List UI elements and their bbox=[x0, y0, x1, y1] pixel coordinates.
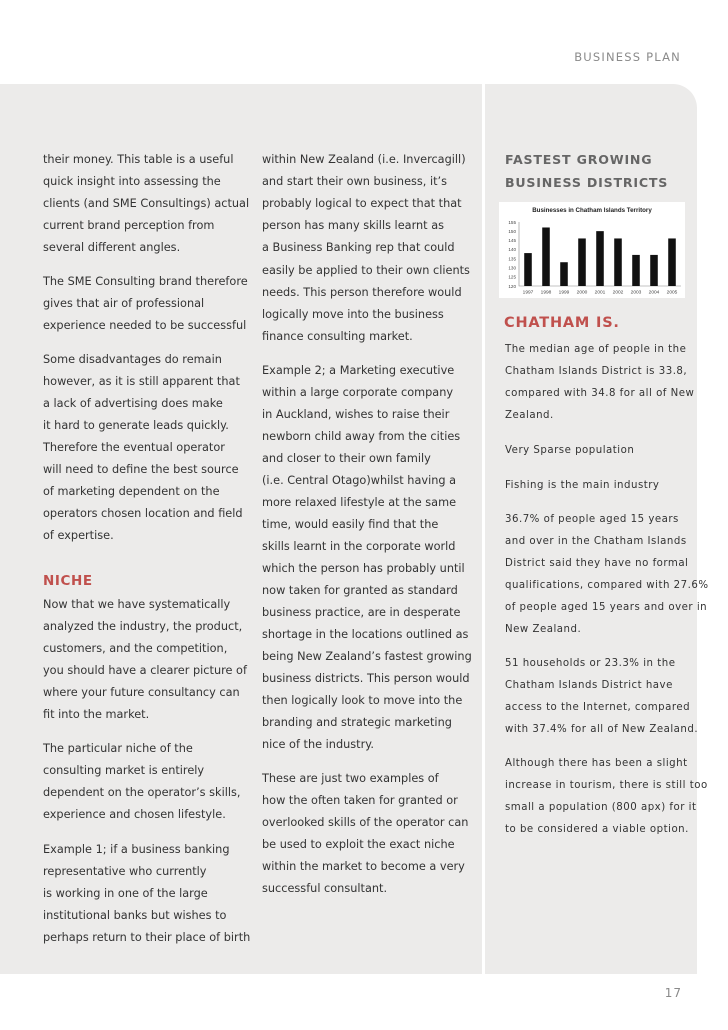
chart-bar bbox=[524, 253, 532, 286]
x-tick-label: 2005 bbox=[666, 290, 678, 296]
body-line: analyzed the industry, the product, bbox=[43, 620, 243, 633]
body-line: a lack of advertising does make bbox=[43, 397, 223, 410]
body-line: customers, and the competition, bbox=[43, 642, 228, 655]
chart-bar bbox=[542, 227, 550, 286]
body-line: more relaxed lifestyle at the same bbox=[262, 496, 457, 509]
y-tick-label: 155 bbox=[508, 219, 516, 225]
x-tick-label: 2003 bbox=[630, 290, 642, 296]
x-tick-label: 2000 bbox=[576, 290, 588, 296]
chart-bar bbox=[650, 255, 658, 286]
body-line: however, as it is still apparent that bbox=[43, 375, 240, 388]
body-line: person has many skills learnt as bbox=[262, 219, 445, 232]
body-line: These are just two examples of bbox=[262, 772, 439, 785]
sidebar-line: Chatham Islands District is 33.8, bbox=[505, 366, 688, 377]
body-line: time, would easily find that the bbox=[262, 518, 439, 531]
x-tick-label: 2004 bbox=[648, 290, 660, 296]
body-line: representative who currently bbox=[43, 865, 207, 878]
y-tick-label: 130 bbox=[508, 265, 516, 271]
body-line: nice of the industry. bbox=[262, 738, 374, 751]
body-line: several different angles. bbox=[43, 241, 181, 254]
sidebar-line: Very Sparse population bbox=[505, 445, 635, 456]
x-tick-label: 1997 bbox=[522, 290, 534, 296]
body-line: of expertise. bbox=[43, 529, 114, 542]
body-line: easily be applied to their own clients bbox=[262, 264, 470, 277]
body-line: institutional banks but wishes to bbox=[43, 909, 227, 922]
sidebar-heading-line: FASTEST GROWING bbox=[505, 152, 653, 167]
body-line: and start their own business, it’s bbox=[262, 175, 448, 188]
sidebar-line: and over in the Chatham Islands bbox=[505, 536, 687, 547]
body-line: dependent on the operator’s skills, bbox=[43, 786, 241, 799]
body-line: fit into the market. bbox=[43, 708, 150, 721]
chart-bar bbox=[632, 255, 640, 286]
body-line: being New Zealand’s fastest growing bbox=[262, 650, 472, 663]
body-line: logically move into the business bbox=[262, 308, 444, 321]
header-label: BUSINESS PLAN bbox=[574, 50, 681, 64]
body-line: Now that we have systematically bbox=[43, 598, 231, 611]
body-line: newborn child away from the cities bbox=[262, 430, 461, 443]
body-line: experience needed to be successful bbox=[43, 319, 247, 332]
x-tick-label: 2001 bbox=[594, 290, 606, 296]
sidebar-line: Fishing is the main industry bbox=[505, 480, 660, 491]
body-line: their money. This table is a useful bbox=[43, 153, 234, 166]
y-tick-label: 120 bbox=[508, 283, 516, 289]
sidebar-line: 51 households or 23.3% in the bbox=[505, 658, 676, 669]
x-tick-label: 2002 bbox=[612, 290, 624, 296]
body-line: probably logical to expect that that bbox=[262, 197, 462, 210]
y-tick-label: 135 bbox=[508, 256, 516, 262]
sidebar-line: of people aged 15 years and over in bbox=[505, 602, 708, 613]
bar-chart bbox=[499, 202, 685, 298]
body-line: and closer to their own family bbox=[262, 452, 431, 465]
sidebar-line: to be considered a viable option. bbox=[505, 824, 689, 835]
body-line: of marketing dependent on the bbox=[43, 485, 220, 498]
body-line: current brand perception from bbox=[43, 219, 215, 232]
body-line: Example 1; if a business banking bbox=[43, 843, 230, 856]
body-line: within New Zealand (i.e. Invercagill) bbox=[262, 153, 466, 166]
chart-bar bbox=[578, 238, 586, 286]
y-tick-label: 145 bbox=[508, 238, 516, 244]
body-line: a Business Banking rep that could bbox=[262, 241, 455, 254]
chart-bar bbox=[560, 262, 568, 286]
body-line: branding and strategic marketing bbox=[262, 716, 452, 729]
chart-title: Businesses in Chatham Islands Territory bbox=[532, 207, 652, 214]
chart-bar bbox=[668, 238, 676, 286]
body-line: consulting market is entirely bbox=[43, 764, 205, 777]
chart-container bbox=[499, 202, 685, 298]
body-line: where your future consultancy can bbox=[43, 686, 240, 699]
body-line: gives that air of professional bbox=[43, 297, 205, 310]
sidebar-line: Although there has been a slight bbox=[505, 758, 688, 769]
body-line: (i.e. Central Otago)whilst having a bbox=[262, 474, 457, 487]
sidebar-line: small a population (800 apx) for it bbox=[505, 802, 697, 813]
body-line: which the person has probably until bbox=[262, 562, 465, 575]
body-line: then logically look to move into the bbox=[262, 694, 463, 707]
sidebar-line: access to the Internet, compared bbox=[505, 702, 691, 713]
sidebar-line: 36.7% of people aged 15 years bbox=[505, 514, 679, 525]
chart-bar bbox=[596, 231, 604, 286]
x-tick-label: 1998 bbox=[540, 290, 552, 296]
body-line: The particular niche of the bbox=[43, 742, 193, 755]
body-line: how the often taken for granted or bbox=[262, 794, 458, 807]
sidebar-heading-line: BUSINESS DISTRICTS bbox=[505, 175, 669, 190]
y-tick-label: 140 bbox=[508, 247, 516, 253]
body-line: shortage in the locations outlined as bbox=[262, 628, 469, 641]
chatham-heading: CHATHAM IS. bbox=[504, 315, 620, 331]
body-line: quick insight into assessing the bbox=[43, 175, 221, 188]
body-line: overlooked skills of the operator can bbox=[262, 816, 469, 829]
body-line: successful consultant. bbox=[262, 882, 388, 895]
body-line: Example 2; a Marketing executive bbox=[262, 364, 455, 377]
sidebar-line: Zealand. bbox=[505, 410, 554, 421]
sidebar-line: qualifications, compared with 27.6% bbox=[505, 580, 709, 591]
body-line: business practice, are in desperate bbox=[262, 606, 461, 619]
body-line: operators chosen location and field bbox=[43, 507, 243, 520]
niche-heading: NICHE bbox=[43, 573, 93, 589]
body-line: Therefore the eventual operator bbox=[43, 441, 225, 454]
sidebar-line: compared with 34.8 for all of New bbox=[505, 388, 695, 399]
body-line: in Auckland, wishes to raise their bbox=[262, 408, 450, 421]
body-line: Some disadvantages do remain bbox=[43, 353, 222, 366]
sidebar-line: increase in tourism, there is still too bbox=[505, 780, 708, 791]
body-line: experience and chosen lifestyle. bbox=[43, 808, 226, 821]
sidebar-line: District said they have no formal bbox=[505, 558, 689, 569]
body-line: within a large corporate company bbox=[262, 386, 454, 399]
body-line: be used to exploit the exact niche bbox=[262, 838, 455, 851]
sidebar-line: New Zealand. bbox=[505, 624, 582, 635]
chart-bar bbox=[614, 238, 622, 286]
body-line: skills learnt in the corporate world bbox=[262, 540, 456, 553]
body-line: needs. This person therefore would bbox=[262, 286, 462, 299]
body-line: business districts. This person would bbox=[262, 672, 470, 685]
body-line: The SME Consulting brand therefore bbox=[43, 275, 248, 288]
body-line: you should have a clearer picture of bbox=[43, 664, 247, 677]
y-tick-label: 150 bbox=[508, 228, 516, 234]
y-tick-label: 125 bbox=[508, 274, 516, 280]
sidebar-line: with 37.4% for all of New Zealand. bbox=[505, 724, 699, 735]
body-line: it hard to generate leads quickly. bbox=[43, 419, 229, 432]
body-line: will need to define the best source bbox=[43, 463, 239, 476]
page-number: 17 bbox=[664, 986, 682, 1000]
body-line: now taken for granted as standard bbox=[262, 584, 458, 597]
body-line: finance consulting market. bbox=[262, 330, 413, 343]
sidebar-line: The median age of people in the bbox=[505, 344, 687, 355]
body-line: clients (and SME Consultings) actual bbox=[43, 197, 250, 210]
sidebar-line: Chatham Islands District have bbox=[505, 680, 673, 691]
body-line: is working in one of the large bbox=[43, 887, 208, 900]
body-line: perhaps return to their place of birth bbox=[43, 931, 251, 944]
body-line: within the market to become a very bbox=[262, 860, 465, 873]
sidebar-divider bbox=[482, 84, 485, 974]
x-tick-label: 1999 bbox=[558, 290, 570, 296]
